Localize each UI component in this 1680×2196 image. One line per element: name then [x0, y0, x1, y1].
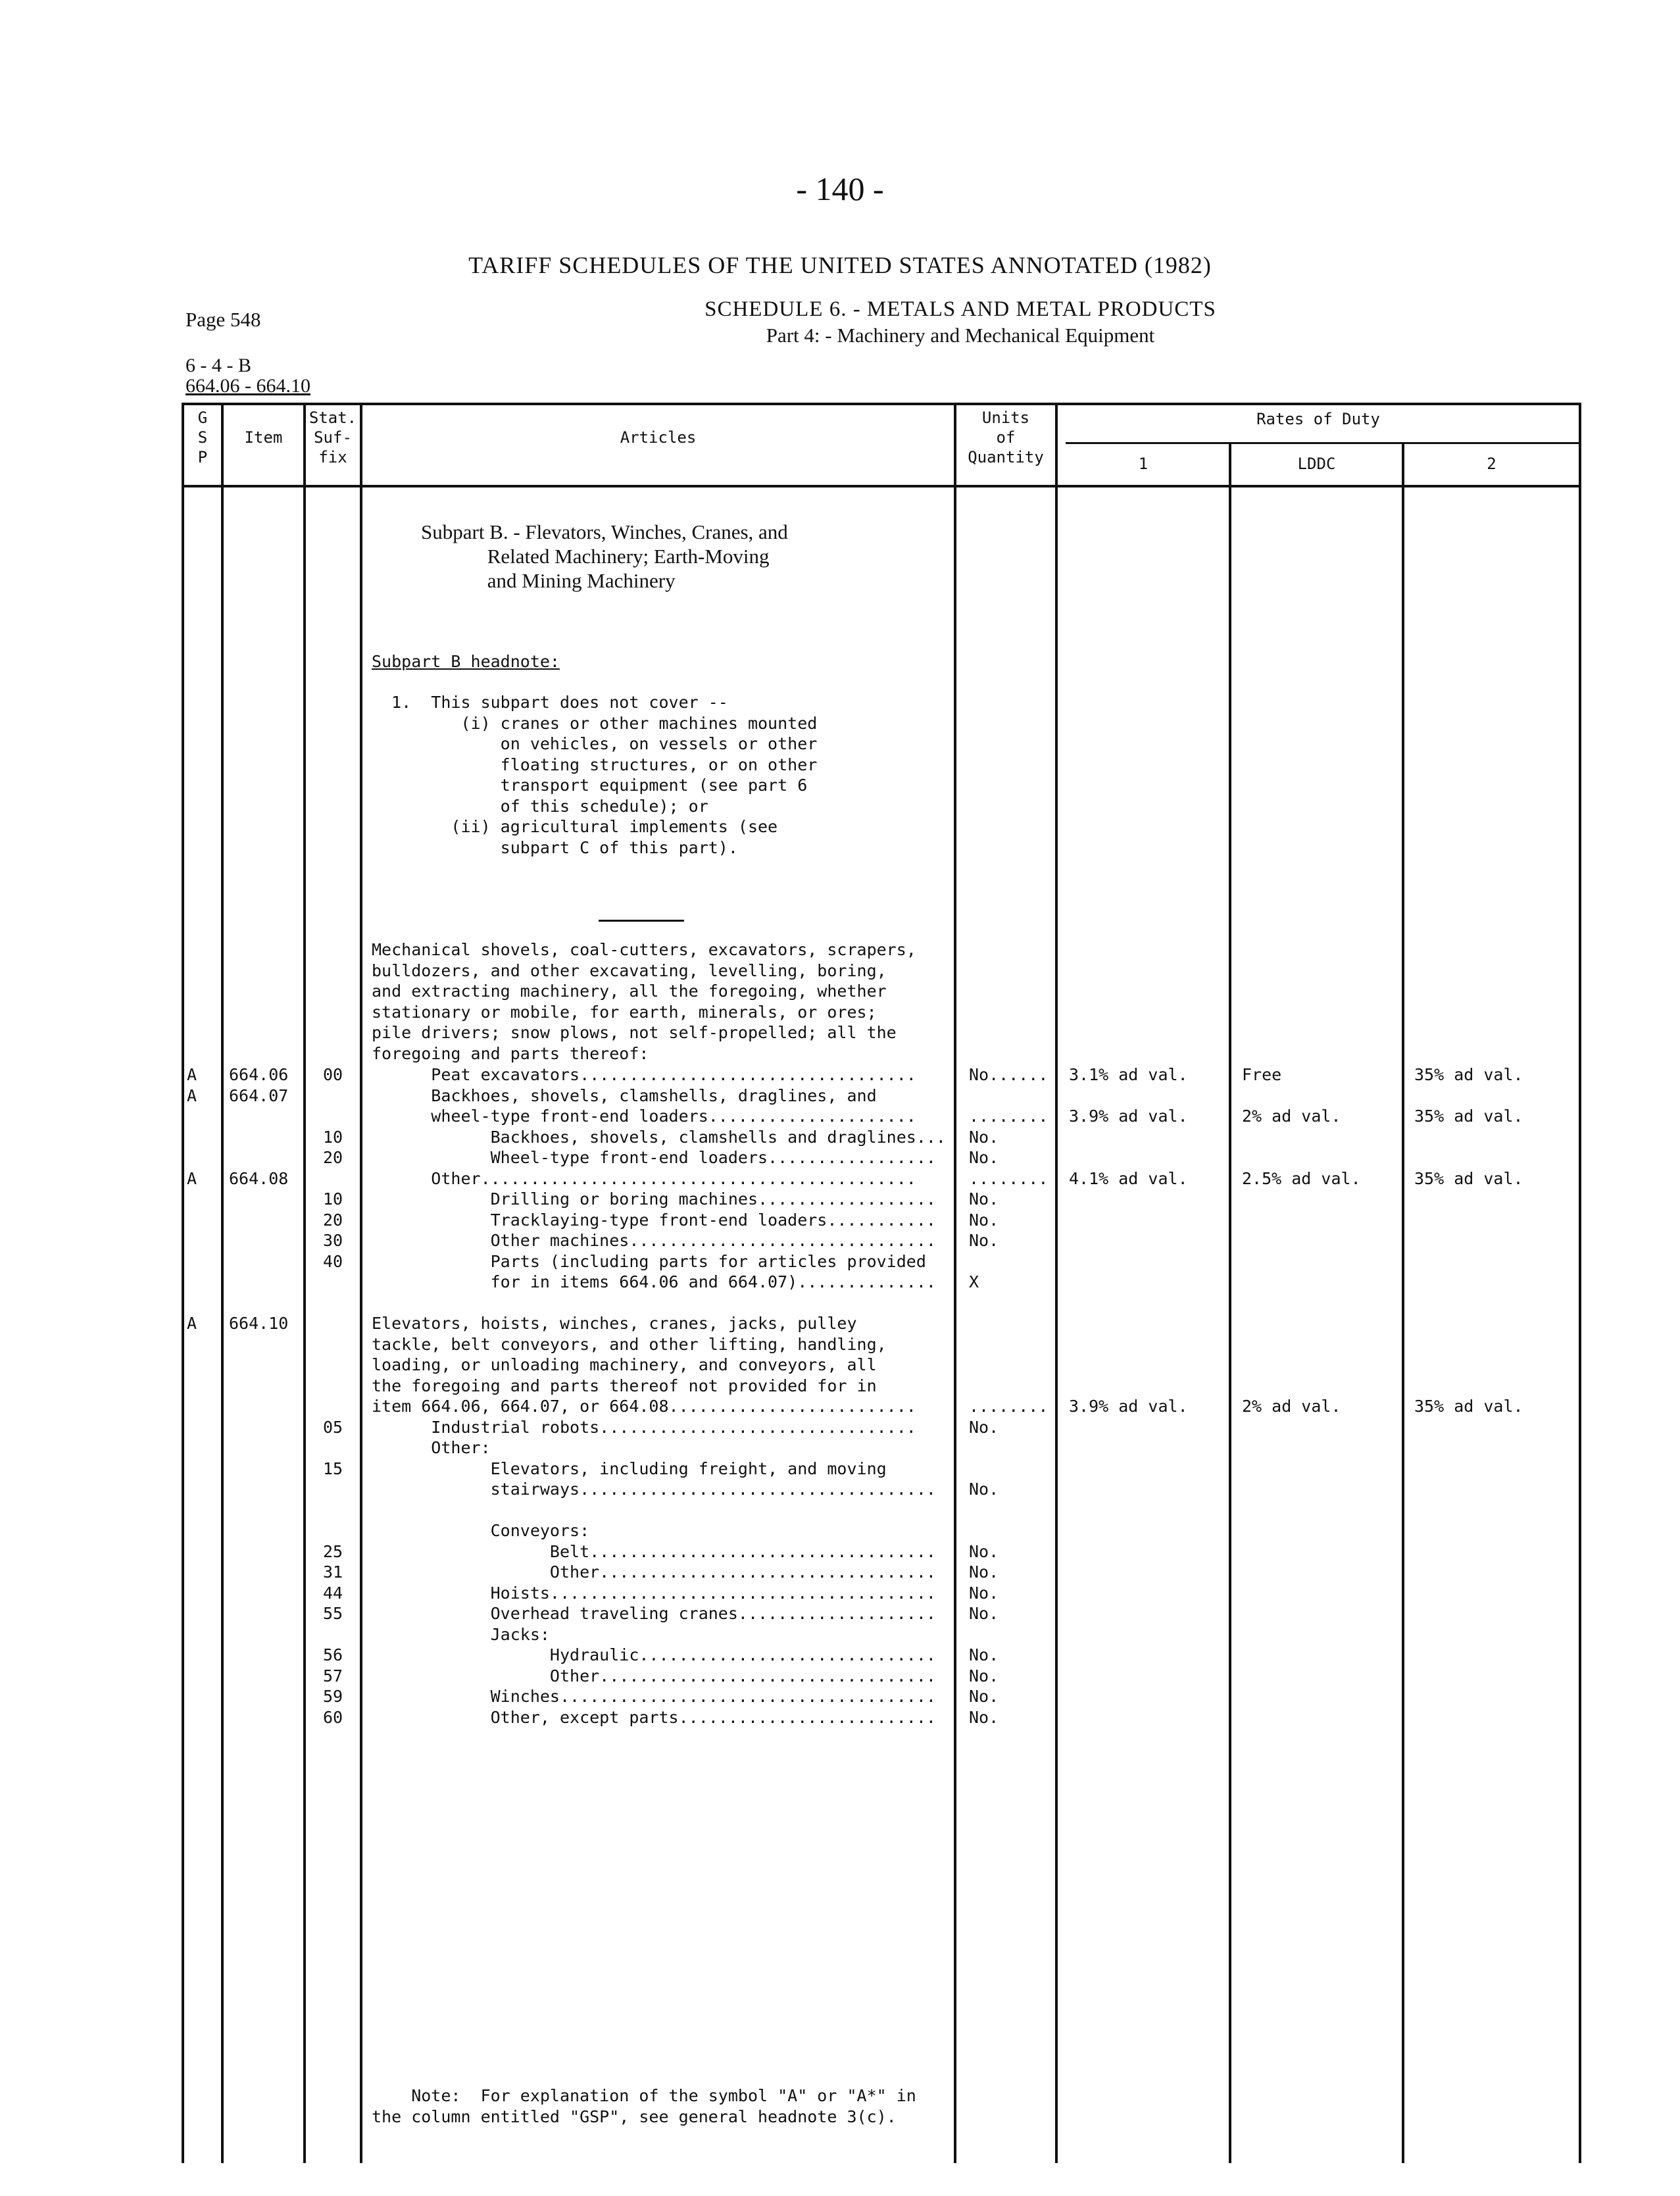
- row-gsp: A: [187, 1314, 197, 1333]
- row-units: No.: [969, 1231, 999, 1250]
- col-rule-7: [1402, 443, 1404, 2163]
- row-article: Conveyors:: [372, 1521, 590, 1540]
- row-article: Other............................................: [372, 1168, 916, 1188]
- row-stat-suffix: 56: [323, 1645, 343, 1664]
- row-gsp: A: [187, 1086, 197, 1105]
- rates-subheader-rule: [1066, 442, 1581, 444]
- header-rates-of-duty: Rates of Duty: [1256, 410, 1380, 428]
- row-units: ........: [969, 1168, 1049, 1188]
- document-title: TARIFF SCHEDULES OF THE UNITED STATES ANNOTATED (1982): [468, 252, 1212, 278]
- header-bottom-rule: [182, 485, 1581, 487]
- row-stat-suffix: 00: [323, 1065, 343, 1084]
- header-units-of-quantity: Units of Quantity: [968, 409, 1044, 466]
- row-article: tackle, belt conveyors, and other lifting, handling,: [372, 1334, 887, 1354]
- row-stat-suffix: 10: [323, 1189, 343, 1209]
- row-rate-2: 35% ad val.: [1414, 1168, 1523, 1188]
- row-rate-1: 3.9% ad val.: [1069, 1107, 1188, 1126]
- row-units: X: [969, 1272, 979, 1291]
- row-rate-lddc: 2% ad val.: [1242, 1107, 1341, 1126]
- row-units: No.: [969, 1417, 999, 1437]
- row-article: Backhoes, shovels, clamshells and draglines...: [372, 1127, 946, 1147]
- row-stat-suffix: 20: [323, 1148, 343, 1167]
- header-rate-column-1: 1: [1138, 455, 1149, 473]
- row-units: No.: [969, 1541, 999, 1561]
- row-gsp: A: [187, 1168, 197, 1188]
- row-stat-suffix: 59: [323, 1687, 343, 1706]
- row-article: Hydraulic..............................: [372, 1645, 936, 1664]
- header-rate-column-2: 2: [1487, 455, 1496, 473]
- col-rule-2: [303, 403, 306, 2163]
- row-units: No.: [969, 1127, 999, 1147]
- row-stat-suffix: 30: [323, 1231, 343, 1250]
- row-article: Peat excavators..................................: [372, 1065, 916, 1084]
- row-rate-lddc: 2.5% ad val.: [1242, 1168, 1361, 1188]
- section-code: [185, 355, 310, 396]
- headnote-label: Subpart B headnote:: [372, 652, 560, 671]
- header-item: Item: [244, 428, 283, 447]
- row-rate-lddc: 2% ad val.: [1242, 1397, 1341, 1416]
- row-stat-suffix: 05: [323, 1417, 343, 1437]
- part-title: Part 4: - Machinery and Mechanical Equipment: [766, 324, 1155, 347]
- row-stat-suffix: 57: [323, 1666, 343, 1685]
- header-gsp: G S P: [197, 409, 208, 466]
- schedule-title: SCHEDULE 6. - METALS AND METAL PRODUCTS: [704, 297, 1216, 321]
- row-article: Industrial robots................................: [372, 1417, 916, 1437]
- row-rate-1: 3.9% ad val.: [1069, 1397, 1188, 1416]
- header-stat-suffix: Stat. Suf- fix: [309, 409, 357, 466]
- row-article: item 664.06, 664.07, or 664.08.........................: [372, 1397, 916, 1416]
- section-code-line1: 6 - 4 - B: [185, 355, 251, 376]
- row-units: No.: [969, 1707, 999, 1727]
- row-item-number: 664.07: [229, 1086, 289, 1105]
- section-divider: [599, 920, 684, 922]
- header-articles: Articles: [620, 428, 697, 447]
- row-stat-suffix: 20: [323, 1210, 343, 1230]
- row-item-number: 664.06: [229, 1065, 289, 1084]
- row-units: ........: [969, 1107, 1049, 1126]
- col-rule-8: [1579, 403, 1581, 2163]
- row-gsp: A: [187, 1065, 197, 1084]
- row-article: Winches......................................: [372, 1687, 936, 1706]
- col-rule-6: [1229, 443, 1231, 2163]
- row-article: wheel-type front-end loaders.....................: [372, 1107, 916, 1126]
- row-units: No......: [969, 1065, 1049, 1084]
- row-units: No.: [969, 1583, 999, 1603]
- row-article: loading, or unloading machinery, and conveyors, all: [372, 1355, 877, 1374]
- row-item-number: 664.10: [229, 1314, 289, 1333]
- row-article: Belt...................................: [372, 1541, 936, 1561]
- row-article: Other:: [372, 1438, 491, 1457]
- row-rate-lddc: Free: [1242, 1065, 1282, 1084]
- col-rule-0: [182, 403, 184, 2163]
- page-number: - 140 -: [796, 170, 884, 207]
- row-units: No.: [969, 1604, 999, 1623]
- header-rate-column-lddc: LDDC: [1297, 455, 1336, 473]
- row-article: the foregoing and parts thereof not provided for in: [372, 1376, 877, 1395]
- row-stat-suffix: 31: [323, 1562, 343, 1582]
- row-rate-1: 3.1% ad val.: [1069, 1065, 1188, 1084]
- row-stat-suffix: 55: [323, 1604, 343, 1623]
- row-units: No.: [969, 1645, 999, 1664]
- row-article: Backhoes, shovels, clamshells, draglines, and: [372, 1086, 877, 1105]
- row-article: Drilling or boring machines..................: [372, 1189, 936, 1209]
- row-units: No.: [969, 1562, 999, 1582]
- row-units: No.: [969, 1480, 999, 1499]
- row-stat-suffix: 10: [323, 1127, 343, 1147]
- row-article: Other machines...............................: [372, 1231, 936, 1250]
- row-stat-suffix: 25: [323, 1541, 343, 1561]
- col-rule-3: [360, 403, 362, 2163]
- row-units: ........: [969, 1397, 1049, 1416]
- row-article: Jacks:: [372, 1624, 550, 1644]
- row-units: No.: [969, 1687, 999, 1706]
- gsp-footnote: Note: For explanation of the symbol "A" or "A*" in the column entitled "GSP", see general headnote 3(c).: [372, 2086, 916, 2126]
- row-article: Overhead traveling cranes....................: [372, 1604, 936, 1623]
- col-rule-4: [954, 403, 956, 2163]
- row-units: No.: [969, 1210, 999, 1230]
- row-article: Other, except parts..........................: [372, 1707, 936, 1727]
- heading-text-664-06-08: Mechanical shovels, coal-cutters, excavators, scrapers, bulldozers, and other excavating, levelling, boring, and extracting machinery, all the foregoing, whether stationary or mobile, for earth, minerals, or ores; pile drivers; snow plows, not self-propelled; all the foregoing and parts thereof:: [372, 940, 916, 1063]
- row-stat-suffix: 60: [323, 1707, 343, 1727]
- row-article: Elevators, hoists, winches, cranes, jacks, pulley: [372, 1314, 857, 1333]
- row-article: Parts (including parts for articles provided: [372, 1251, 926, 1271]
- row-units: No.: [969, 1666, 999, 1685]
- headnote-text: 1. This subpart does not cover -- (i) cranes or other machines mounted on vehicles, on vessels or other floating structures, or on other transport equipment (see part 6 of this schedule); or (ii) agricultural implements (see subpart C of this part).: [391, 693, 818, 857]
- row-article: Tracklaying-type front-end loaders...........: [372, 1210, 936, 1230]
- col-rule-1: [221, 403, 224, 2163]
- subpart-title: Subpart B. - Flevators, Winches, Cranes, and Related Machinery; Earth-Moving and Mining Machinery: [421, 520, 788, 592]
- page-reference: Page 548: [185, 308, 261, 331]
- row-rate-1: 4.1% ad val.: [1069, 1168, 1188, 1188]
- col-rule-5: [1055, 403, 1058, 2163]
- section-code-range: 664.06 - 664.10: [185, 375, 310, 397]
- row-units: No.: [969, 1148, 999, 1167]
- row-rate-2: 35% ad val.: [1414, 1107, 1523, 1126]
- row-article: Wheel-type front-end loaders.................: [372, 1148, 936, 1167]
- row-item-number: 664.08: [229, 1168, 289, 1188]
- row-stat-suffix: 15: [323, 1459, 343, 1478]
- row-article: Other..................................: [372, 1562, 936, 1582]
- row-units: No.: [969, 1189, 999, 1209]
- table-top-rule: [182, 403, 1581, 405]
- row-stat-suffix: 44: [323, 1583, 343, 1603]
- row-article: stairways....................................: [372, 1480, 936, 1499]
- row-stat-suffix: 40: [323, 1251, 343, 1271]
- row-article: Elevators, including freight, and moving: [372, 1459, 887, 1478]
- row-article: Hoists.......................................: [372, 1583, 936, 1603]
- row-rate-2: 35% ad val.: [1414, 1065, 1523, 1084]
- row-rate-2: 35% ad val.: [1414, 1397, 1523, 1416]
- row-article: Other..................................: [372, 1666, 936, 1685]
- row-article: for in items 664.06 and 664.07)..............: [372, 1272, 936, 1291]
